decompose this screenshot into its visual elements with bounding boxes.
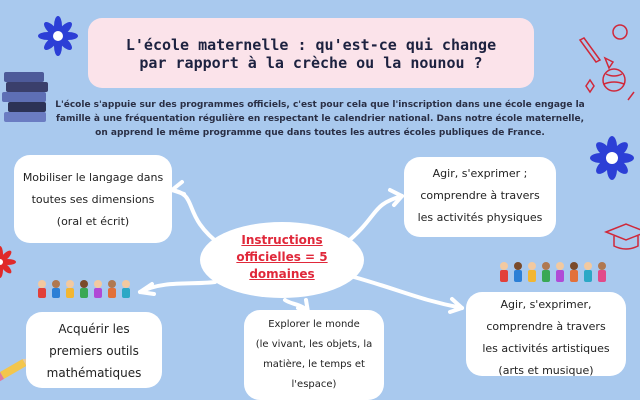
domain-text-line: premiers outils (49, 344, 139, 358)
domain-text-line: les activités artistiques (482, 342, 610, 355)
domain-text-line: (arts et musique) (498, 364, 594, 377)
red-flower-icon (0, 246, 16, 278)
children-group-icon (38, 280, 130, 298)
domain-physique-box (404, 157, 556, 237)
domain-text-line: comprendre à travers (486, 320, 606, 333)
children-group-icon (500, 262, 606, 282)
intro-line-1: L'école s'appuie sur des programmes officiels, c'est pour cela que l'inscription dans une école engage la (55, 100, 585, 110)
blue-flower-icon (38, 16, 78, 56)
domain-text-line: Agir, s'exprimer, (500, 298, 592, 311)
center-line-2: officielles = 5 (236, 250, 328, 264)
domain-arts-box (466, 292, 626, 376)
center-line-1: Instructions (241, 233, 323, 247)
title-line-2: par rapport à la crèche ou la nounou ? (139, 54, 483, 72)
blue-flower-icon (590, 136, 634, 180)
domain-text-line: les activités physiques (417, 211, 543, 224)
domain-monde-box (244, 310, 384, 400)
domain-maths-box (26, 312, 162, 388)
title-banner (88, 18, 534, 88)
domain-text-line: mathématiques (46, 366, 142, 380)
school-doodles-icon (580, 25, 634, 100)
domain-text-line: Acquérir les (58, 322, 130, 336)
domain-text-line: Explorer le monde (268, 319, 360, 330)
page-title (88, 36, 534, 72)
domain-text-line: Mobiliser le langage dans (22, 171, 164, 184)
center-topic-oval (200, 222, 364, 298)
graduation-cap-icon (606, 224, 640, 249)
center-line-3: domaines (249, 267, 315, 281)
center-topic-text (200, 232, 364, 283)
intro-line-3: on apprend le même programme que dans toutes les autres écoles publiques de France. (95, 128, 545, 138)
intro-line-2: famille à une fréquentation régulière en respectant le calendrier national. Dans notre école maternelle, (56, 114, 584, 124)
arrow-to-arts (354, 277, 462, 308)
title-line-1: L'école maternelle : qu'est-ce qui change (125, 36, 497, 54)
domain-text-line: toutes ses dimensions (31, 193, 155, 206)
domain-text-line: comprendre à travers (420, 189, 540, 202)
domain-text-line: l'espace) (291, 379, 337, 390)
domain-text-line: (oral et écrit) (56, 215, 130, 228)
domain-text-line: Agir, s'exprimer ; (432, 167, 528, 180)
domain-text-line: matière, le temps et (263, 359, 365, 370)
domain-langage-box (14, 155, 172, 243)
domain-text-line: (le vivant, les objets, la (255, 339, 373, 350)
intro-paragraph (40, 98, 600, 140)
